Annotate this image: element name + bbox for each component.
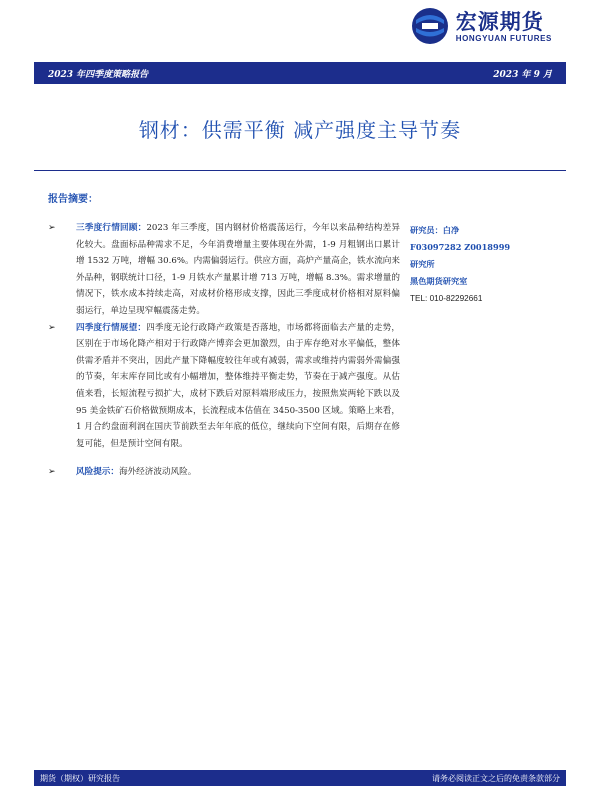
analyst-info (410, 222, 560, 307)
analyst-dept: 研究所 (410, 259, 435, 269)
list-item (48, 464, 400, 481)
bullet-heading: 三季度行情回顾： (76, 223, 147, 233)
abstract-label: 报告摘要： (48, 194, 98, 205)
footer-left: 期货（期权）研究报告 (40, 773, 120, 783)
bullet-heading: 四季度行情展望： (76, 322, 147, 333)
report-type: 2023 年四季度策略报告 (48, 69, 149, 80)
logo (410, 6, 552, 46)
analyst-name: 研究员：白净 (410, 225, 460, 235)
hongyuan-logo-icon (410, 6, 450, 46)
logo-name-cn: 宏源期货 (455, 9, 544, 34)
header-bar (34, 62, 566, 84)
abstract-list (48, 220, 400, 481)
list-item (48, 220, 400, 320)
footer-right: 请务必阅读正文之后的免责条款部分 (432, 773, 560, 783)
footer-bar (34, 770, 566, 786)
logo-name-en: HONGYUAN FUTURES (455, 33, 552, 43)
analyst-cert: F03097282 Z0018999 (410, 242, 511, 252)
bullet-text: 海外经济波动风险。 (118, 467, 197, 478)
bullet-text: 2023 年三季度，国内钢材价格震荡运行，今年以来品种结构差异化较大。盘面标品种需求不足，今年消费增量主要体现在外需，1-9 月粗钢出口累计增 1532 万吨，增幅 30.6%。内需偏弱运行。供应方面，高炉产量高企，铁水流向来外品种，钢联统计口径，1-9 月铁水产量累计增 713 万吨，增幅 8.3%。需求增量的情况下，铁水成本持续走高，对成材价格形成支撑，因此三季度成材价格相对原料偏弱运行，单边呈现窄幅震荡走势。 (76, 223, 400, 316)
page-title: 钢材：供需平衡 减产强度主导节奏 (138, 118, 462, 142)
arrow-bullet-icon: ➢ (48, 467, 56, 478)
analyst-dept-name: 黑色期货研究室 (410, 276, 468, 286)
bullet-heading: 风险提示： (76, 467, 119, 478)
report-date: 2023 年 9 月 (493, 69, 552, 80)
arrow-bullet-icon: ➢ (48, 223, 56, 233)
list-item (48, 320, 400, 453)
arrow-bullet-icon: ➢ (48, 322, 56, 333)
title-divider (34, 170, 566, 171)
analyst-tel: TEL: 010-82292661 (410, 294, 483, 303)
bullet-text: 四季度无论行政降产政策是否落地，市场都将面临去产量的走势，区别在于市场化降产相对于行政降产博弈会更加激烈，由于库存绝对水平偏低，整体供需矛盾并不突出，因此产量下降幅度较往年或有减弱，需求或维持内需弱外需偏强的节奏，年末库存同比或有小幅增加，整体维持平衡走势，节奏在于减产强度。从估值来看，长短流程亏损扩大，成材下跌后对原料端形成压力，按照焦炭两轮下跌以及 95 美金铁矿石价格做预期成本，长流程成本估值在 3450-3500 区域。策略上来看，1 月合约盘面利润在国庆节前跌至去年年底的低位，继续向下空间有限，后期存在修复可能，但是预计空间有限。 (76, 322, 400, 449)
